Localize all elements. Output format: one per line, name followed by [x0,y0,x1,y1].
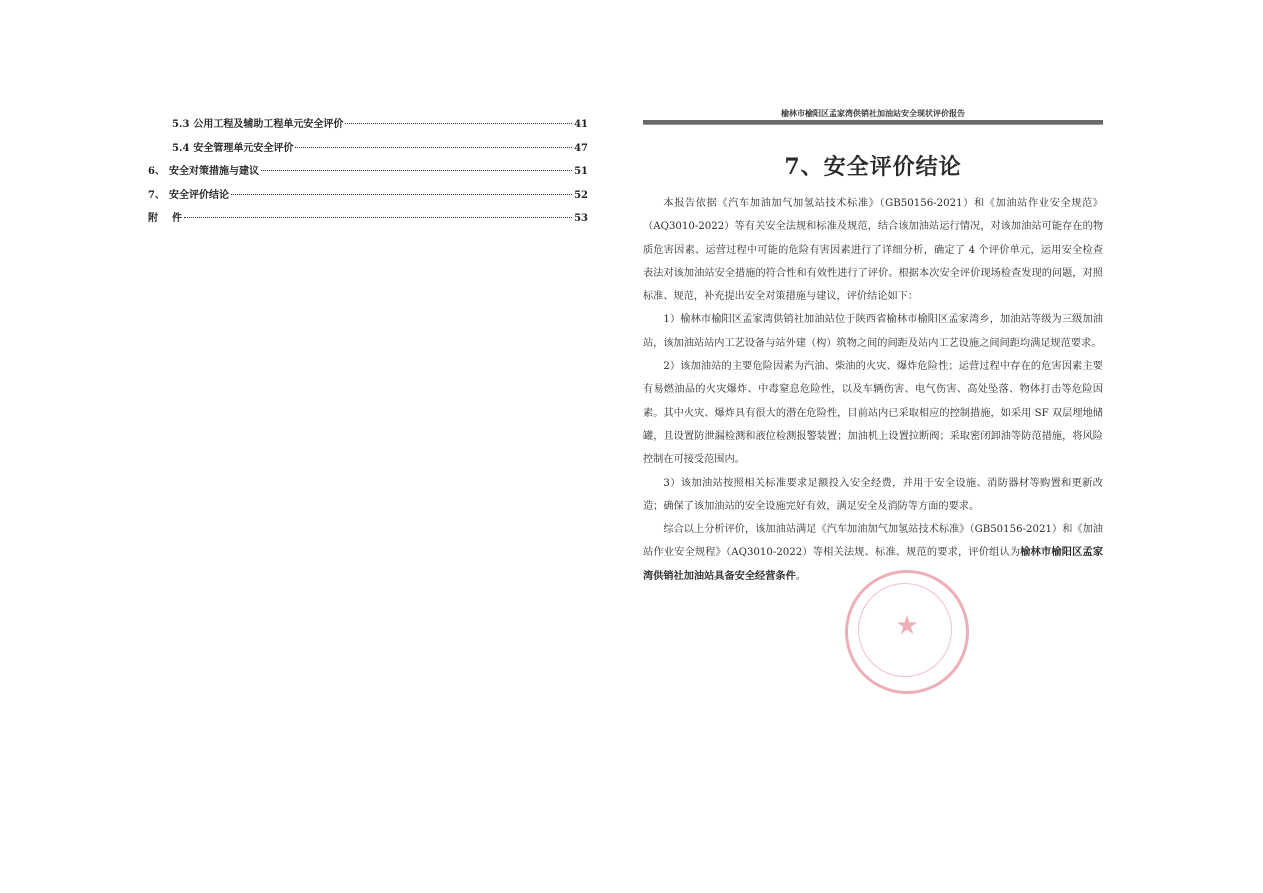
toc-label: 件 [172,213,182,224]
seal-inner-ring [858,583,952,677]
toc-page-number: 52 [574,189,588,201]
conclusion-lead: 综合以上分析评价，该加油站满足《汽车加油加气加氢站技术标准》（GB50156-2021）和《加油站作业安全规程》（AQ3010-2022）等相关法规、标准、规范的要求，评价组认为 [643,524,1103,559]
toc-label: 安全评价结论 [168,189,229,201]
toc-row[interactable] [148,115,588,139]
toc-label: 安全管理单元安全评价 [193,142,294,154]
official-seal [845,570,969,694]
toc-number: 附 [148,213,158,224]
toc-label: 安全对策措施与建议 [168,166,259,177]
toc-leader-dots [295,147,572,148]
toc-row[interactable] [148,139,588,163]
toc-number: 6、 [148,166,165,177]
paragraph: 3）该加油站按照相关标准要求足额投入安全经费，并用于安全设施、消防器材等购置和更新改造；确保了该加油站的安全设施完好有效，满足安全及消防等方面的要求。 [643,477,1103,512]
toc-number: 5.3 [172,119,190,130]
paragraph: 1）榆林市榆阳区孟家湾供销社加油站位于陕西省榆林市榆阳区孟家湾乡，加油站等级为三级加油站，该加油站站内工艺设备与站外建（构）筑物之间的间距及站内工艺设施之间间距均满足规范要求。 [643,314,1103,349]
toc-row[interactable] [148,162,588,186]
toc-number: 7、 [148,189,165,201]
toc-page-number: 51 [574,166,588,177]
running-header: 榆林市榆阳区孟家湾供销社加油站安全现状评价报告 [781,109,965,118]
section-title: 7、安全评价结论 [784,154,962,180]
paragraph: 2）该加油站的主要危险因素为汽油、柴油的火灾、爆炸危险性；运营过程中存在的危害因素主要有易燃油品的火灾爆炸、中毒窒息危险性，以及车辆伤害、电气伤害、高处坠落、物体打击等危险因素。其中火灾、爆炸具有很大的潜在危险性，目前站内已采取相应的控制措施，如采用 SF 双层埋地储罐，且设置防泄漏检测和液位检测报警装置；加油机上设置拉断阀；采取密闭卸油等防范措施，将风险控制在可接受范围内。 [643,361,1103,466]
conclusion-paragraph [643,518,1103,588]
toc-leader-dots [231,194,572,195]
toc-leader-dots [261,170,572,171]
report-body [643,192,1103,588]
toc-page-number: 41 [574,119,588,130]
right-page [620,0,1263,893]
toc-label: 公用工程及辅助工程单元安全评价 [193,119,344,130]
toc-number: 5.4 [172,142,190,154]
toc-page-number: 53 [574,213,588,224]
conclusion-bold: 榆林市榆阳区孟家湾供销社加油站具备安全经营条件 [643,546,1104,582]
seal-star-icon: ★ [895,611,919,641]
toc-leader-dots [345,123,572,124]
toc-row[interactable] [148,209,588,233]
toc-row[interactable] [148,186,588,210]
table-of-contents [148,115,588,233]
paragraph: 本报告依据《汽车加油加气加氢站技术标准》（GB50156-2021）和《加油站作业安全规范》（AQ3010-2022）等有关安全法规和标准及规范，结合该加油站运行情况，对该加油站可能存在的物质危害因素、运营过程中可能的危险有害因素进行了详细分析，确定了 4 个评价单元，运用安全检查表法对该加油站安全措施的符合性和有效性进行了评价。根据本次安全评价现场检查发现的问题，对照标准、规范，补充提出安全对策措施与建议，评价结论如下： [643,198,1104,303]
toc-leader-dots [184,217,572,218]
left-page [0,0,620,893]
conclusion-end: 。 [795,570,806,582]
header-rule [643,120,1103,125]
toc-page-number: 47 [574,142,588,154]
